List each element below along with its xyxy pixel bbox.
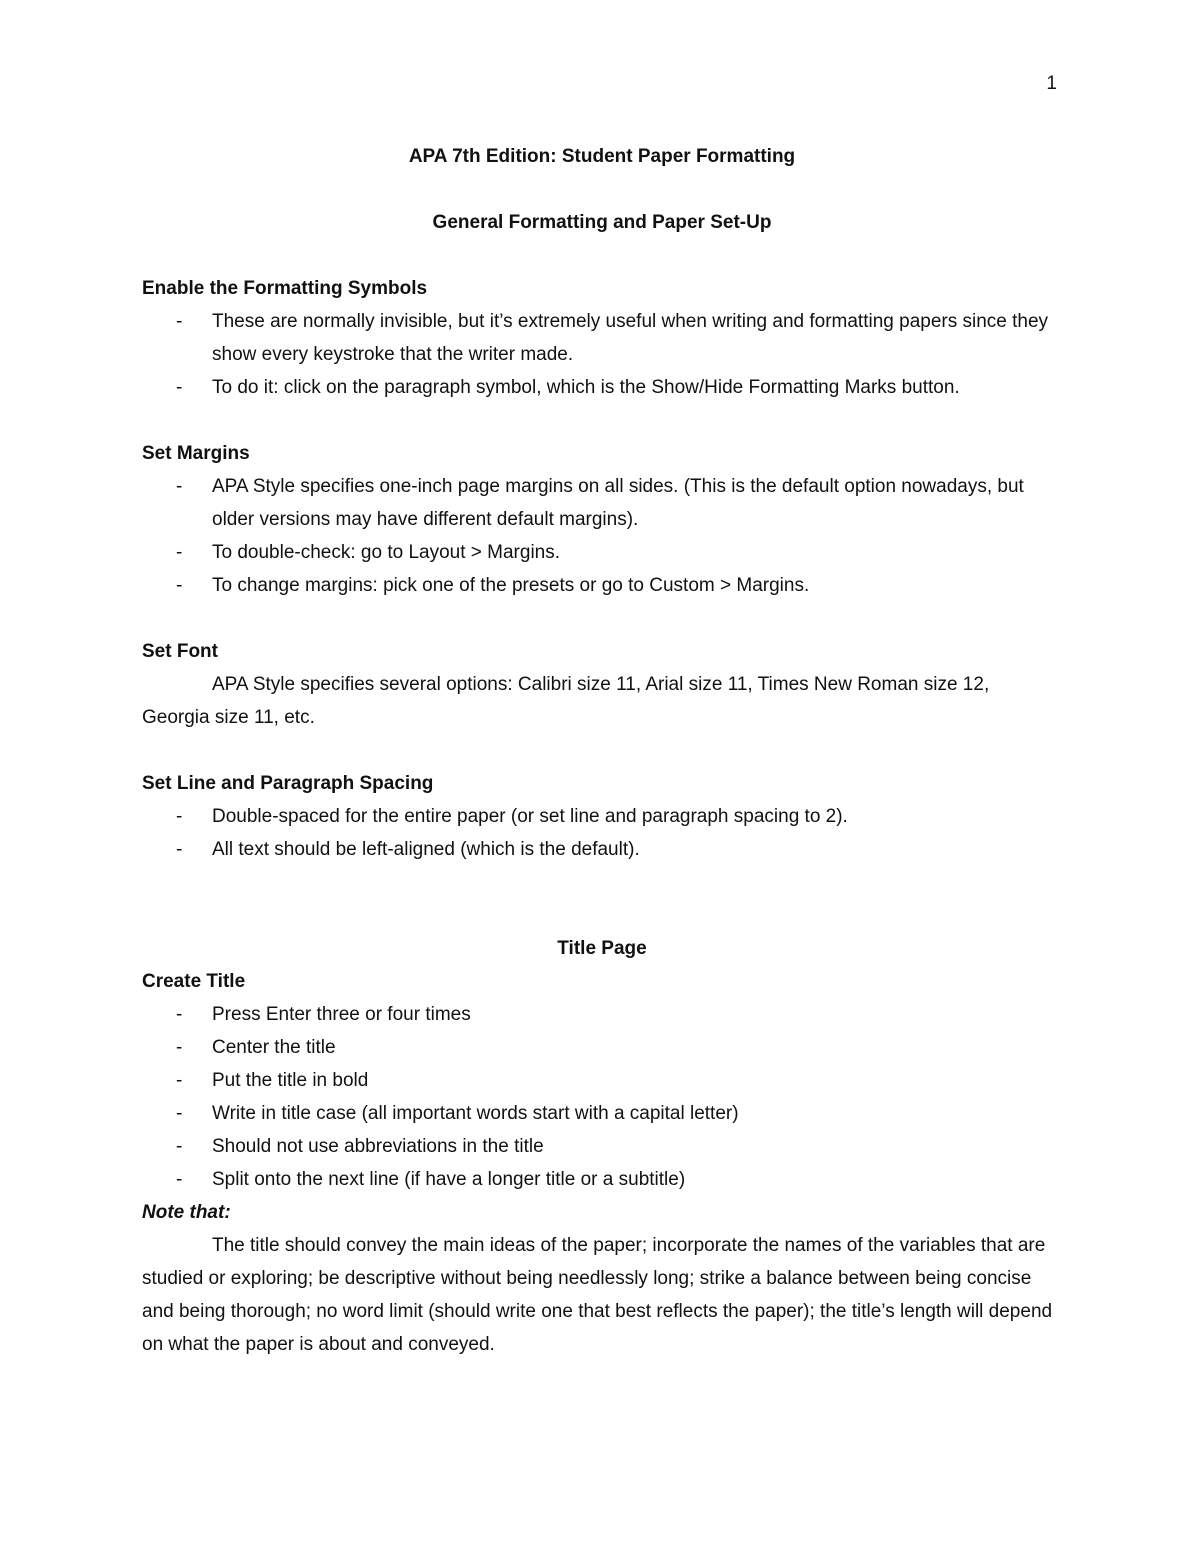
heading-set-margins: Set Margins: [142, 443, 250, 464]
list-item: - Press Enter three or four times: [176, 1004, 471, 1025]
note-label: Note that:: [142, 1202, 231, 1223]
document-title: APA 7th Edition: Student Paper Formatting: [408, 146, 796, 167]
heading-formatting-symbols: Enable the Formatting Symbols: [142, 278, 428, 299]
list-item: - APA Style specifies one-inch page margins on all sides. (This is the default option nowadays, but older versions may have different default margins).: [176, 476, 1024, 530]
list-create-title: [142, 998, 1062, 1196]
list-set-spacing: [142, 800, 1062, 866]
list-item: - To do it: click on the paragraph symbol, which is the Show/Hide Formatting Marks button.: [176, 377, 960, 398]
heading-title-page: Title Page: [557, 938, 647, 959]
heading-set-spacing: Set Line and Paragraph Spacing: [142, 773, 434, 794]
list-set-margins: [142, 470, 1062, 602]
list-item: - Should not use abbreviations in the title: [176, 1136, 544, 1157]
list-item: - These are normally invisible, but it’s extremely useful when writing and formatting papers since they show every keystroke that the writer made.: [176, 311, 1049, 365]
heading-create-title: Create Title: [142, 971, 246, 992]
document-body: [142, 140, 1062, 1361]
list-item: - To change margins: pick one of the presets or go to Custom > Margins.: [176, 575, 810, 596]
list-item: - To double-check: go to Layout > Margins.: [176, 542, 561, 563]
paragraph-set-font: APA Style specifies several options: Calibri size 11, Arial size 11, Times New Roman size 12, Georgia size 11, etc.: [142, 674, 990, 728]
list-item: - Write in title case (all important words start with a capital letter): [176, 1103, 739, 1124]
list-item: - All text should be left-aligned (which is the default).: [176, 839, 640, 860]
list-item: - Center the title: [176, 1037, 336, 1058]
list-item: - Put the title in bold: [176, 1070, 369, 1091]
document-subtitle: General Formatting and Paper Set-Up: [432, 212, 772, 233]
list-item: - Split onto the next line (if have a longer title or a subtitle): [176, 1169, 686, 1190]
list-item: - Double-spaced for the entire paper (or set line and paragraph spacing to 2).: [176, 806, 848, 827]
page-number: 1: [1046, 73, 1057, 94]
list-formatting-symbols: [142, 305, 1062, 404]
heading-set-font: Set Font: [142, 641, 218, 662]
paragraph-note: The title should convey the main ideas of the paper; incorporate the names of the variables that are studied or exploring; be descriptive without being needlessly long; strike a balance between being concise and being thorough; no word limit (should write one that best reflects the paper); the title’s length will depend on what the paper is about and conveyed.: [142, 1235, 1053, 1355]
